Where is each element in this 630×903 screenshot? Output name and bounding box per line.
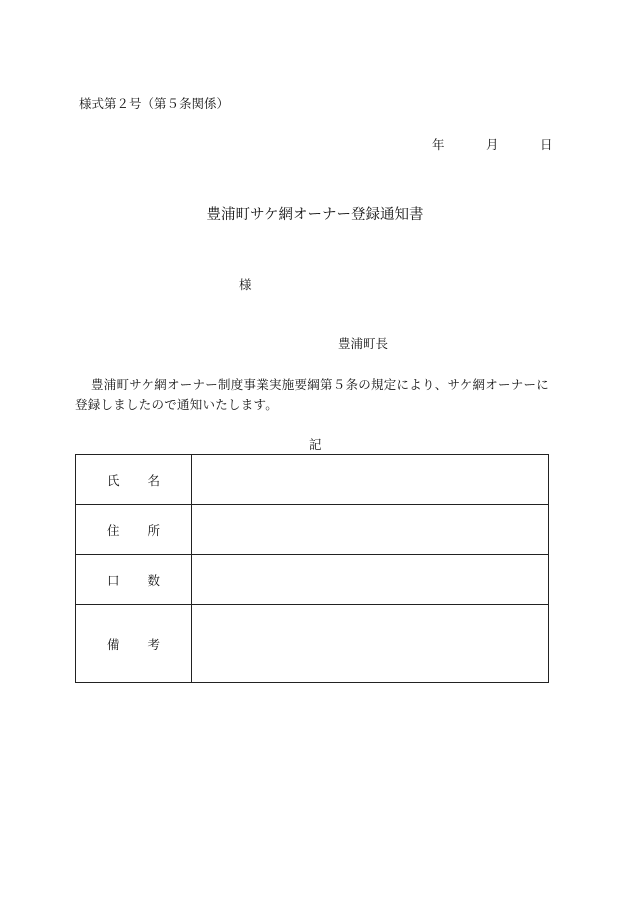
details-table [75, 454, 549, 683]
date-month-label: 月 [486, 137, 499, 152]
address-label-cell [76, 505, 192, 555]
address-label-char-1: 住 [107, 522, 120, 538]
name-label-char-2: 名 [147, 472, 160, 488]
document-title: 豊浦町サケ網オーナー登録通知書 [206, 207, 424, 223]
recipient-honorific: 様 [239, 277, 252, 292]
name-label-cell [76, 455, 192, 505]
address-label-char-2: 所 [147, 522, 160, 538]
name-label-char-1: 氏 [107, 472, 120, 488]
remarks-label-char-1: 備 [107, 636, 120, 652]
units-label-char-2: 数 [147, 572, 160, 588]
notification-body: 豊浦町サケ網オーナー制度事業実施要綱第５条の規定により、サケ網オーナーに登録しましたので通知いたします。 [75, 377, 550, 412]
units-value-cell [192, 555, 549, 605]
form-number: 様式第２号（第５条関係） [79, 96, 230, 111]
date-year-label: 年 [432, 137, 445, 152]
units-label-cell [76, 555, 192, 605]
record-label: 記 [309, 437, 322, 452]
address-value-cell [192, 505, 549, 555]
date-day-label: 日 [540, 137, 553, 152]
name-value-cell [192, 455, 549, 505]
table-row-units [76, 555, 549, 605]
table-row-remarks [76, 605, 549, 683]
remarks-label-cell [76, 605, 192, 683]
table-row-name [76, 455, 549, 505]
remarks-label-char-2: 考 [147, 636, 160, 652]
issuer-name: 豊浦町長 [338, 336, 389, 351]
units-label-char-1: 口 [107, 572, 120, 588]
remarks-value-cell [192, 605, 549, 683]
table-row-address [76, 505, 549, 555]
